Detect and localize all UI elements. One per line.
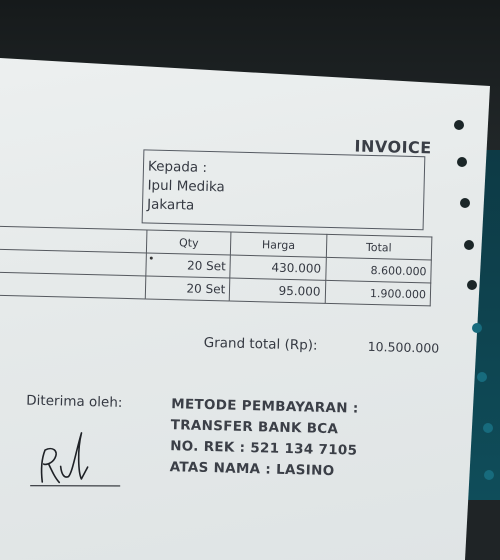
header-total: Total (326, 234, 432, 260)
invoice-title: INVOICE (354, 136, 432, 158)
recipient-block (147, 157, 226, 216)
payment-block (169, 394, 358, 483)
items-table (0, 226, 432, 307)
row-item-cell (0, 272, 146, 299)
payment-account: NO. REK : 521 134 7105 (169, 438, 358, 459)
recipient-label: Kepada : (147, 158, 208, 176)
payment-method: TRANSFER BANK BCA (170, 417, 339, 438)
row-total: 8.600.000 (325, 257, 431, 283)
recipient-name: Ipul Medika (147, 177, 225, 196)
handwritten-signature (24, 420, 126, 497)
received-by-label: Diterima oleh: (26, 392, 123, 411)
row-qty: 20 Set (146, 253, 231, 278)
row-harga: 430.000 (230, 255, 326, 280)
ink-dot (150, 257, 153, 260)
payment-holder: ATAS NAMA : LASINO (169, 459, 335, 480)
header-harga: Harga (231, 232, 327, 257)
recipient-city: Jakarta (146, 196, 195, 214)
payment-heading: METODE PEMBAYARAN : (171, 396, 359, 417)
grand-total-value: 10.500.000 (367, 338, 440, 356)
header-qty: Qty (147, 230, 232, 255)
row-harga: 95.000 (229, 278, 325, 303)
row-total: 1.900.000 (325, 280, 431, 306)
grand-total-label: Grand total (Rp): (203, 334, 318, 354)
row-qty: 20 Set (145, 276, 230, 301)
